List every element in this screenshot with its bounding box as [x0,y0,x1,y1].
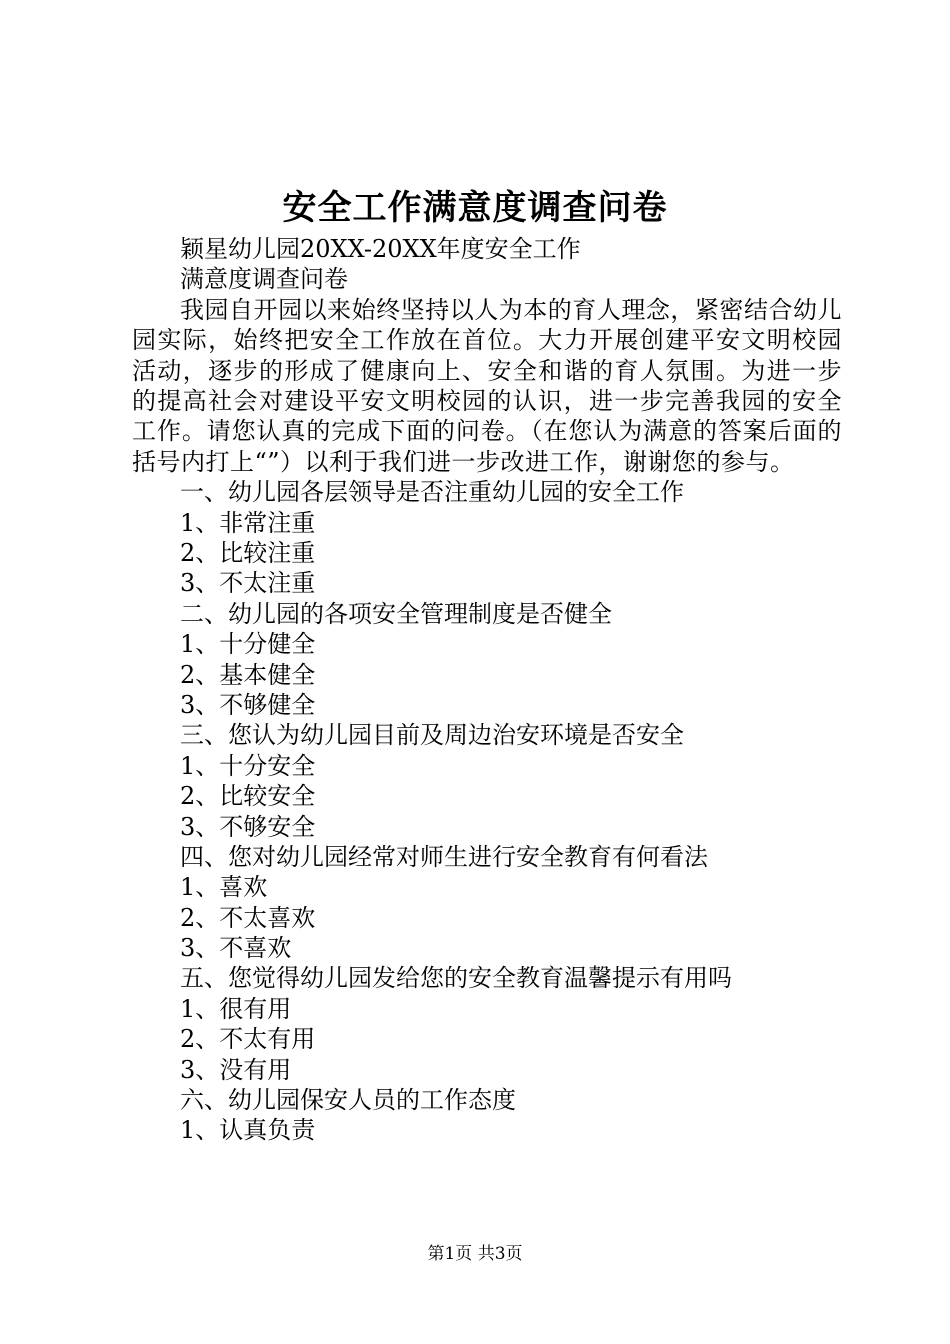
option-item: 1、很有用 [180,994,292,1023]
option-item: 2、基本健全 [180,660,316,689]
document-title: 安全工作满意度调查问卷 [282,188,668,228]
option-item: 1、十分安全 [180,751,316,780]
option-item: 3、不够健全 [180,690,316,719]
option-item: 3、没有用 [180,1055,292,1084]
document-body [132,234,842,1146]
option-item: 1、十分健全 [180,630,316,659]
question-heading: 二、幼儿园的各项安全管理制度是否健全 [180,599,612,628]
option-item: 1、喜欢 [180,873,268,902]
option-item: 3、不够安全 [180,812,316,841]
subtitle-line-2: 满意度调查问卷 [180,265,348,294]
option-item: 2、不太有用 [180,1025,316,1054]
question-heading: 五、您觉得幼儿园发给您的安全教育温馨提示有用吗 [180,964,732,993]
option-item: 2、比较安全 [180,782,316,811]
option-item: 2、比较注重 [180,539,316,567]
question-heading: 三、您认为幼儿园目前及周边治安环境是否安全 [180,721,684,750]
option-item: 3、不喜欢 [180,934,292,963]
option-item: 2、不太喜欢 [180,903,316,932]
option-item: 1、非常注重 [180,508,316,537]
page-footer: 第1页 共3页 [427,1244,523,1264]
question-heading: 一、幼儿园各层领导是否注重幼儿园的安全工作 [180,478,684,507]
option-item: 3、不太注重 [180,569,316,598]
question-heading: 六、幼儿园保安人员的工作态度 [180,1086,516,1115]
intro-paragraph: 我园自开园以来始终坚持以人为本的育人理念，紧密结合幼儿园实际，始终把安全工作放在首位。大力开展创建平安文明校园活动，逐步的形成了健康向上、安全和谐的育人氛围。为进一步的提高社会对建设平安文明校园的认识，进一步完善我园的安全工作。请您认真的完成下面的问卷。（在您认为满意的答案后面的括号内打上“”）以利于我们进一步改进工作，谢谢您的参与。 [132,295,842,476]
subtitle-line-1: 颖星幼儿园20XX-20XX年度安全工作 [180,235,581,263]
option-item: 1、认真负责 [180,1116,316,1145]
question-heading: 四、您对幼儿园经常对师生进行安全教育有何看法 [180,842,708,871]
